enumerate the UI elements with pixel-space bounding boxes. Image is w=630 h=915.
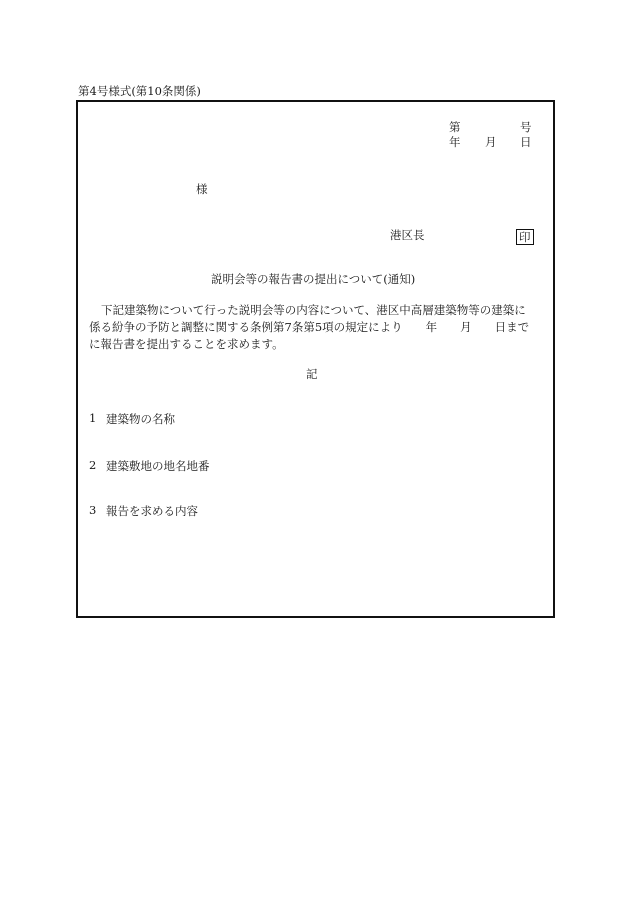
addressee-suffix: 様	[196, 182, 208, 196]
date-day-label: 日	[520, 135, 532, 149]
form-number-label: 第4号様式(第10条関係)	[78, 84, 201, 98]
number-suffix: 号	[520, 120, 532, 134]
notice-title: 説明会等の報告書の提出について(通知)	[211, 272, 416, 286]
item-label-building-name: 建築物の名称	[106, 412, 175, 426]
item-number: 1	[89, 411, 97, 425]
date-month-label: 月	[485, 135, 497, 149]
seal-mark	[516, 226, 534, 245]
item-number: 3	[89, 503, 97, 517]
number-prefix: 第	[449, 120, 461, 134]
notice-body-line: に報告書を提出することを求めます。	[89, 337, 284, 351]
date-year-label: 年	[449, 135, 461, 149]
issuer-title: 港区長	[390, 228, 425, 242]
notice-body	[89, 302, 549, 353]
notice-frame	[76, 100, 555, 618]
item-label-report-contents: 報告を求める内容	[106, 504, 198, 518]
item-number: 2	[89, 458, 97, 472]
notice-body-line: 係る紛争の予防と調整に関する条例第7条第5項の規定により 年 月 日まで	[89, 320, 530, 334]
seal-text: 印	[516, 229, 534, 245]
item-label-site-address: 建築敷地の地名地番	[106, 459, 210, 473]
notice-body-line: 下記建築物について行った説明会等の内容について、港区中高層建築物等の建築に	[101, 303, 526, 317]
ki-heading: 記	[306, 367, 318, 381]
